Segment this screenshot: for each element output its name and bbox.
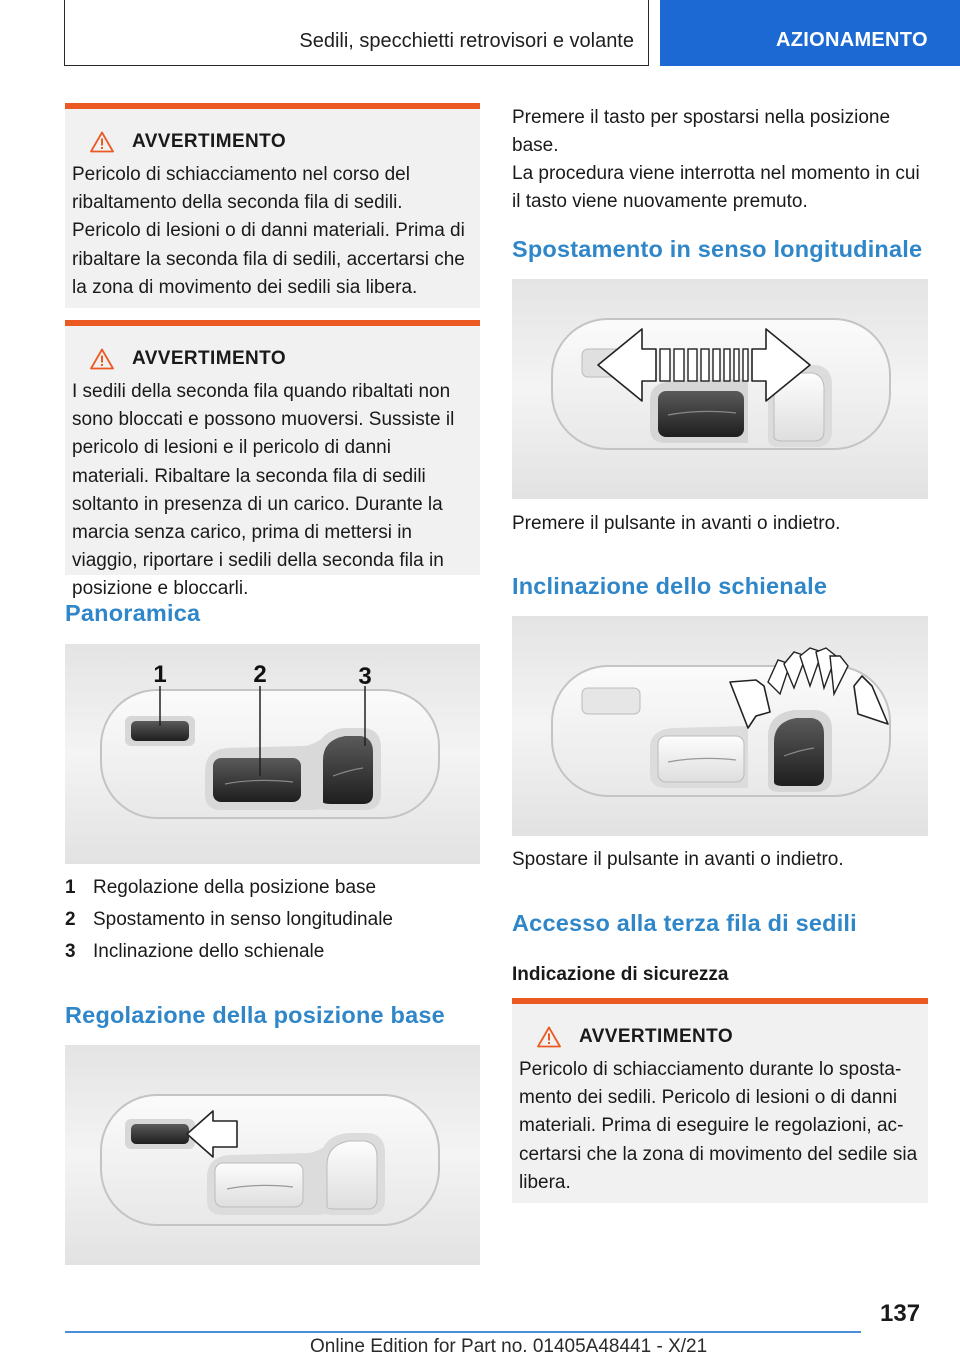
figure-longitudinal: [512, 279, 928, 499]
heading-backrest: Inclinazione dello schienale: [512, 573, 828, 599]
figure-seat-controls-overview: [65, 644, 480, 864]
legend-item: [65, 936, 475, 968]
legend-item: [65, 904, 475, 936]
warning-triangle-icon: [83, 129, 121, 155]
header-section-box: [64, 0, 649, 66]
longitudinal-caption: Premere il pulsante in avanti o indietro.: [512, 513, 841, 534]
footer-edition: Online Edition for Part no. 01405A48441 - X/21: [310, 1336, 708, 1357]
callout-3: 3: [358, 663, 372, 690]
heading-overview: Panoramica: [65, 600, 201, 626]
legend-number: 2: [65, 909, 76, 930]
legend-text: Regolazione della posizione base: [93, 877, 377, 898]
chapter-label[interactable]: AZIONAMENTO: [776, 29, 928, 51]
warning-title: AVVERTIMENTO: [132, 131, 286, 152]
subheading-safety: Indicazione di sicurezza: [512, 964, 729, 985]
warning-box-1: [65, 103, 480, 308]
heading-base-position: Regolazione della posizione base: [65, 1002, 445, 1028]
legend-number: 1: [65, 877, 76, 898]
warning-triangle-icon: [83, 346, 121, 372]
warning-title: AVVERTIMENTO: [132, 348, 286, 369]
figure-backrest: [512, 616, 928, 836]
heading-third-row: Accesso alla terza fila di sedili: [512, 910, 857, 936]
section-title: Sedili, specchietti retrovisori e volante: [299, 30, 634, 52]
figure-base-position: [65, 1045, 480, 1265]
page-number: 137: [880, 1300, 921, 1327]
base-position-text-1: Premere il tasto per spostarsi nella posizione base.: [512, 107, 891, 157]
legend-number: 3: [65, 941, 76, 962]
legend-text: Inclinazione dello schienale: [93, 941, 325, 962]
heading-longitudinal: Spostamento in senso longitudinale: [512, 236, 923, 262]
warning-text: Pericolo di schiacciamento durante lo spostamento dei sedili. Pericolo di lesioni o di danni materiali. Prima di eseguire le regolazioni, accertarsi che la zona di movimento del sedile sia libera.: [519, 1059, 918, 1193]
legend-item: [65, 872, 475, 904]
warning-box-3: [512, 998, 928, 1203]
warning-title: AVVERTIMENTO: [579, 1026, 733, 1047]
warning-text: I sedili della seconda fila quando ribaltati non sono bloccati e possono muoversi. Sussiste il pericolo di lesioni e il pericolo di danni materiali. Ribaltare la seconda fila di sedili soltanto in presenza di un carico. Durante la marcia senza carico, prima di mettersi in viaggio, riportare i sedili della seconda fila in posizione e bloccarli.: [72, 381, 455, 600]
warning-text: Pericolo di schiacciamento nel corso del ribaltamento della seconda fila di sedili. Pericolo di lesioni o di danni materiali. Prima di ribaltare la seconda fila di sedili, accertarsi che la zona di movimento dei sedili sia libera.: [72, 164, 465, 298]
base-position-text-2: La procedura viene interrotta nel momento in cui il tasto viene nuovamente premuto.: [512, 163, 920, 213]
backrest-caption: Spostare il pulsante in avanti o indietro.: [512, 849, 844, 870]
footer-divider: [65, 1331, 861, 1333]
warning-triangle-icon: [530, 1024, 568, 1050]
warning-box-2: [65, 320, 480, 600]
callout-2: 2: [253, 661, 267, 688]
overview-legend: [65, 872, 475, 968]
legend-text: Spostamento in senso longitudinale: [93, 909, 393, 930]
callout-1: 1: [153, 661, 167, 688]
